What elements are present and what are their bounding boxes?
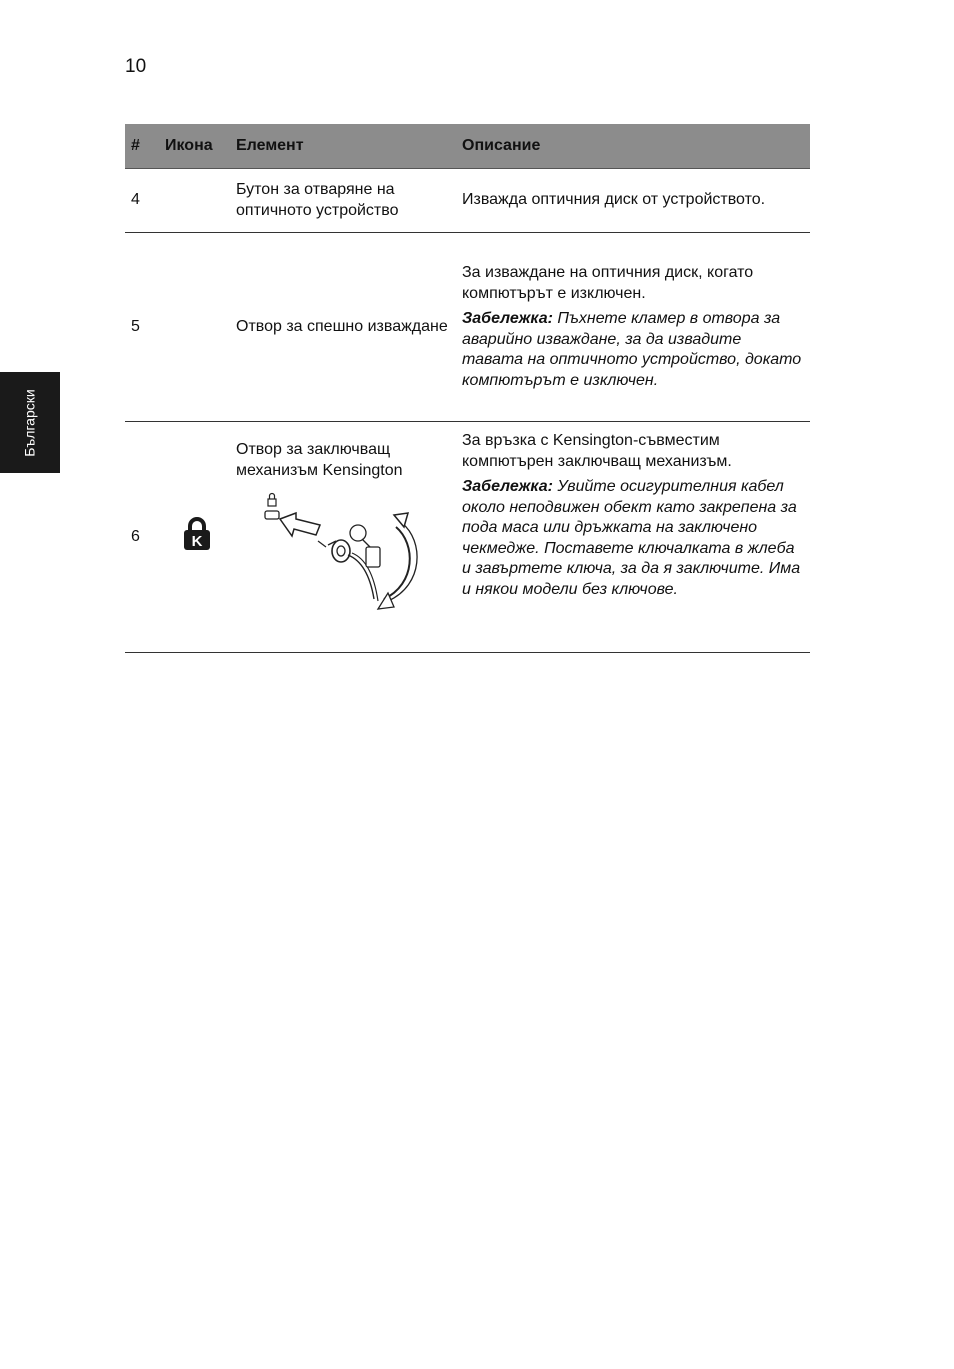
row-num: 4 xyxy=(125,169,158,233)
row-description: Изважда оптичния диск от устройството. xyxy=(462,169,810,233)
language-side-tab-label: Български xyxy=(22,388,38,457)
row-description: За връзка с Kensington-съвместим компютърен заключващ механизъм. xyxy=(462,432,732,470)
svg-text:K: K xyxy=(191,532,203,550)
row-note xyxy=(462,477,804,600)
header-num: # xyxy=(125,124,158,169)
row-icon-cell xyxy=(158,169,236,233)
header-element: Елемент xyxy=(236,124,462,169)
note-text: Пъхнете кламер в отвора за аварийно изваждане, за да извадите тавата на оптичното устройство, докато компютърът е изключен. xyxy=(462,310,802,389)
note-text: Увийте осигурителния кабел около неподвижен обект като закрепена за пода маса или дръжката на заключено чекмедже. Поставете ключалката в жлеба и завъртете ключа, за да я заключите. Има и някои модели без ключове. xyxy=(462,478,801,598)
kensington-lock-icon xyxy=(182,517,212,551)
row-icon-cell xyxy=(158,422,236,653)
table-row xyxy=(125,422,810,653)
kensington-lock-illustration xyxy=(256,489,436,614)
row-element: Бутон за отваряне на оптичното устройство xyxy=(236,169,462,233)
row-note xyxy=(462,309,804,391)
table-row xyxy=(125,233,810,422)
row-description-cell xyxy=(462,422,810,653)
row-icon-cell xyxy=(158,233,236,422)
row-num: 5 xyxy=(125,233,158,422)
row-num: 6 xyxy=(125,422,158,653)
language-side-tab xyxy=(0,372,60,473)
table-row xyxy=(125,169,810,233)
table-header-row xyxy=(125,124,810,169)
row-description: За изваждане на оптичния диск, когато компютърът е изключен. xyxy=(462,264,754,302)
row-description-cell xyxy=(462,233,810,422)
component-table xyxy=(125,124,810,653)
note-label: Забележка: xyxy=(462,478,553,495)
page-number: 10 xyxy=(125,56,147,77)
header-description: Описание xyxy=(462,124,810,169)
row-element: Отвор за заключващ механизъм Kensington xyxy=(236,441,403,479)
note-label: Забележка: xyxy=(462,310,553,327)
row-element: Отвор за спешно изваждане xyxy=(236,233,462,422)
header-icon: Икона xyxy=(158,124,236,169)
row-element-cell xyxy=(236,422,462,653)
